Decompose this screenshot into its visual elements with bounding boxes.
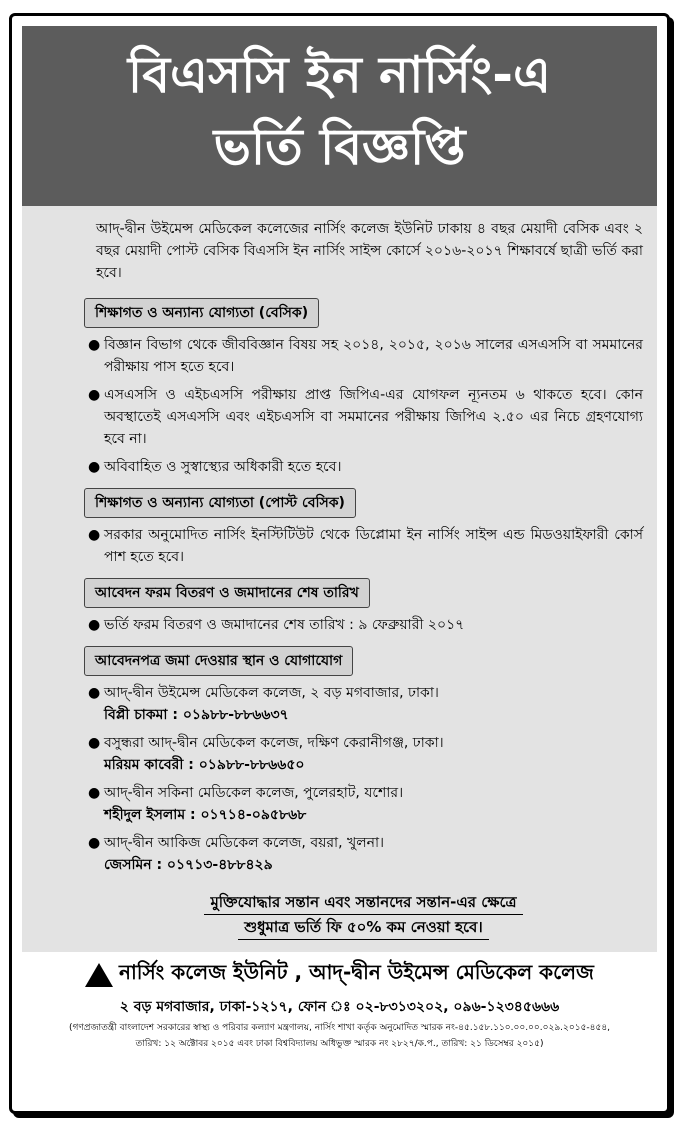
list-item: ● ভর্তি ফরম বিতরণ ও জমাদানের শেষ তারিখ : ৯ ফেব্রুয়ারী ২০১৭ xyxy=(84,614,643,636)
bullet-icon: ● xyxy=(88,735,101,751)
bullet-icon: ● xyxy=(88,387,101,403)
bullet-icon: ● xyxy=(88,685,101,701)
organization-name: নার্সিং কলেজ ইউনিট , আদ্-দ্বীন উইমেন্স মেডিকেল কলেজ xyxy=(32,958,647,991)
list-item xyxy=(84,832,643,876)
title-line-2: ভর্তি বিজ্ঞপ্তি xyxy=(213,118,466,176)
list-item xyxy=(84,682,643,726)
bullet-icon: ● xyxy=(88,337,101,353)
bullet-icon: ● xyxy=(88,459,101,475)
footer xyxy=(22,952,657,1051)
deadline-list xyxy=(84,614,643,636)
section-heading-post-basic: শিক্ষাগত ও অন্যান্য যোগ্যতা (পোস্ট বেসিক) xyxy=(84,488,356,518)
bullet-icon: ● xyxy=(88,785,101,801)
address: ২ বড় মগবাজার, ঢাকা-১২১৭, ফোন ঃ ০২-৮৩১৩২০২, ০৯৬-১২৩৪৫৬৬৬ xyxy=(119,999,560,1015)
section-heading-basic: শিক্ষাগত ও অন্যান্য যোগ্যতা (বেসিক) xyxy=(84,298,319,328)
freedom-fighter-notice xyxy=(84,890,643,940)
place-name: আদ্-দ্বীন উইমেন্স মেডিকেল কলেজ, ২ বড় মগবাজার, ঢাকা। xyxy=(104,685,439,701)
post-basic-requirements-list xyxy=(84,524,643,568)
approval-line-2: তারিখ: ১২ অক্টোবর ২০১৫ এবং ঢাকা বিশ্ববিদ্যালয় অধিভুক্ত স্মারক নং ২৮২৭/ক.প., তারিখ: ২১ ডিসেম্বর ২০১৫) xyxy=(135,1039,544,1049)
list-item: ● অবিবাহিত ও সুস্বাস্থ্যের অধিকারী হতে হবে। xyxy=(84,456,643,478)
place-contact: মরিয়ম কাবেরী : ০১৯৮৮-৮৮৬৬৫০ xyxy=(104,757,305,773)
place-contact: বিপ্লী চাকমা : ০১৯৮৮-৮৮৬৬৩৭ xyxy=(104,707,289,723)
list-item: ● এসএসসি ও এইচএসসি পরীক্ষায় প্রাপ্ত জিপিএ-এর যোগফল ন্যূনতম ৬ থাকতে হবে। কোন অবস্থাতেই এসএসসি এবং এইচএসসি বা সমমানের পরীক্ষায় জিপিএ ২.৫০ এর নিচে গ্রহণযোগ্য হবে না। xyxy=(84,384,643,450)
places-list xyxy=(84,682,643,876)
place-name: আদ্-দ্বীন আকিজ মেডিকেল কলেজ, বয়রা, খুলনা। xyxy=(104,835,385,851)
intro-paragraph: আদ্-দ্বীন উইমেন্স মেডিকেল কলেজের নার্সিং কলেজ ইউনিট ঢাকায় ৪ বছর মেয়াদী বেসিক এবং ২ বছর মেয়াদী পোস্ট বেসিক বিএসসি ইন নার্সিং সাইন্স কোর্সে ২০১৬-২০১৭ শিক্ষাবর্ষে ছাত্রী ভর্তি করা হবে। xyxy=(96,221,643,281)
place-contact: শহীদুল ইসলাম : ০১৭১৪-০৯৫৮৬৮ xyxy=(104,807,307,823)
place-name: আদ্-দ্বীন সকিনা মেডিকেল কলেজ, পুলেরহাট, যশোর। xyxy=(104,785,404,801)
list-item: ● বিজ্ঞান বিভাগ থেকে জীববিজ্ঞান বিষয় সহ ২০১৪, ২০১৫, ২০১৬ সালের এসএসসি বা সমমানের পরীক্ষায় পাস হতে হবে। xyxy=(84,334,643,378)
advertisement-frame xyxy=(9,13,670,1114)
basic-requirements-list xyxy=(84,334,643,478)
list-item xyxy=(84,782,643,826)
place-name: বসুন্ধরা আদ্-দ্বীন মেডিকেল কলেজ, দক্ষিণ কেরানীগঞ্জ, ঢাকা। xyxy=(104,735,444,751)
section-heading-places: আবেদনপত্র জমা দেওয়ার স্থান ও যোগাযোগ xyxy=(84,646,353,676)
title-banner xyxy=(22,26,657,206)
approval-line-1: (গণপ্রজাতন্ত্রী বাংলাদেশ সরকারের স্বাস্থ্য ও পরিবার কল্যাণ মন্ত্রণালয়, নার্সিং শাখা কর্তৃক অনুমোদিত স্মারক নং-৪৫.১৫৮.১১০.০০.০০.০২৯.২০১৫-৪৫৪, xyxy=(68,1023,611,1033)
place-contact: জেসমিন : ০১৭১৩-৪৮৮৪২৯ xyxy=(104,857,273,873)
bullet-icon: ● xyxy=(88,617,101,633)
bullet-icon: ● xyxy=(88,835,101,851)
list-item: ● সরকার অনুমোদিত নার্সিং ইনস্টিটিউট থেকে ডিপ্লোমা ইন নার্সিং সাইন্স এন্ড মিডওয়াইফারী কোর্স পাশ হতে হবে। xyxy=(84,524,643,568)
content-body xyxy=(22,206,657,952)
section-heading-deadline: আবেদন ফরম বিতরণ ও জমাদানের শেষ তারিখ xyxy=(84,578,370,608)
notice-line-1: মুক্তিযোদ্ধার সন্তান এবং সন্তানদের সন্তান-এর ক্ষেত্রে xyxy=(204,890,522,915)
college-logo-icon xyxy=(85,963,113,987)
notice-line-2: শুধুমাত্র ভর্তি ফি ৫০% কম নেওয়া হবে। xyxy=(238,915,489,940)
title-line-1: বিএসসি ইন নার্সিং-এ xyxy=(127,46,552,104)
list-item xyxy=(84,732,643,776)
bullet-icon: ● xyxy=(88,527,101,543)
